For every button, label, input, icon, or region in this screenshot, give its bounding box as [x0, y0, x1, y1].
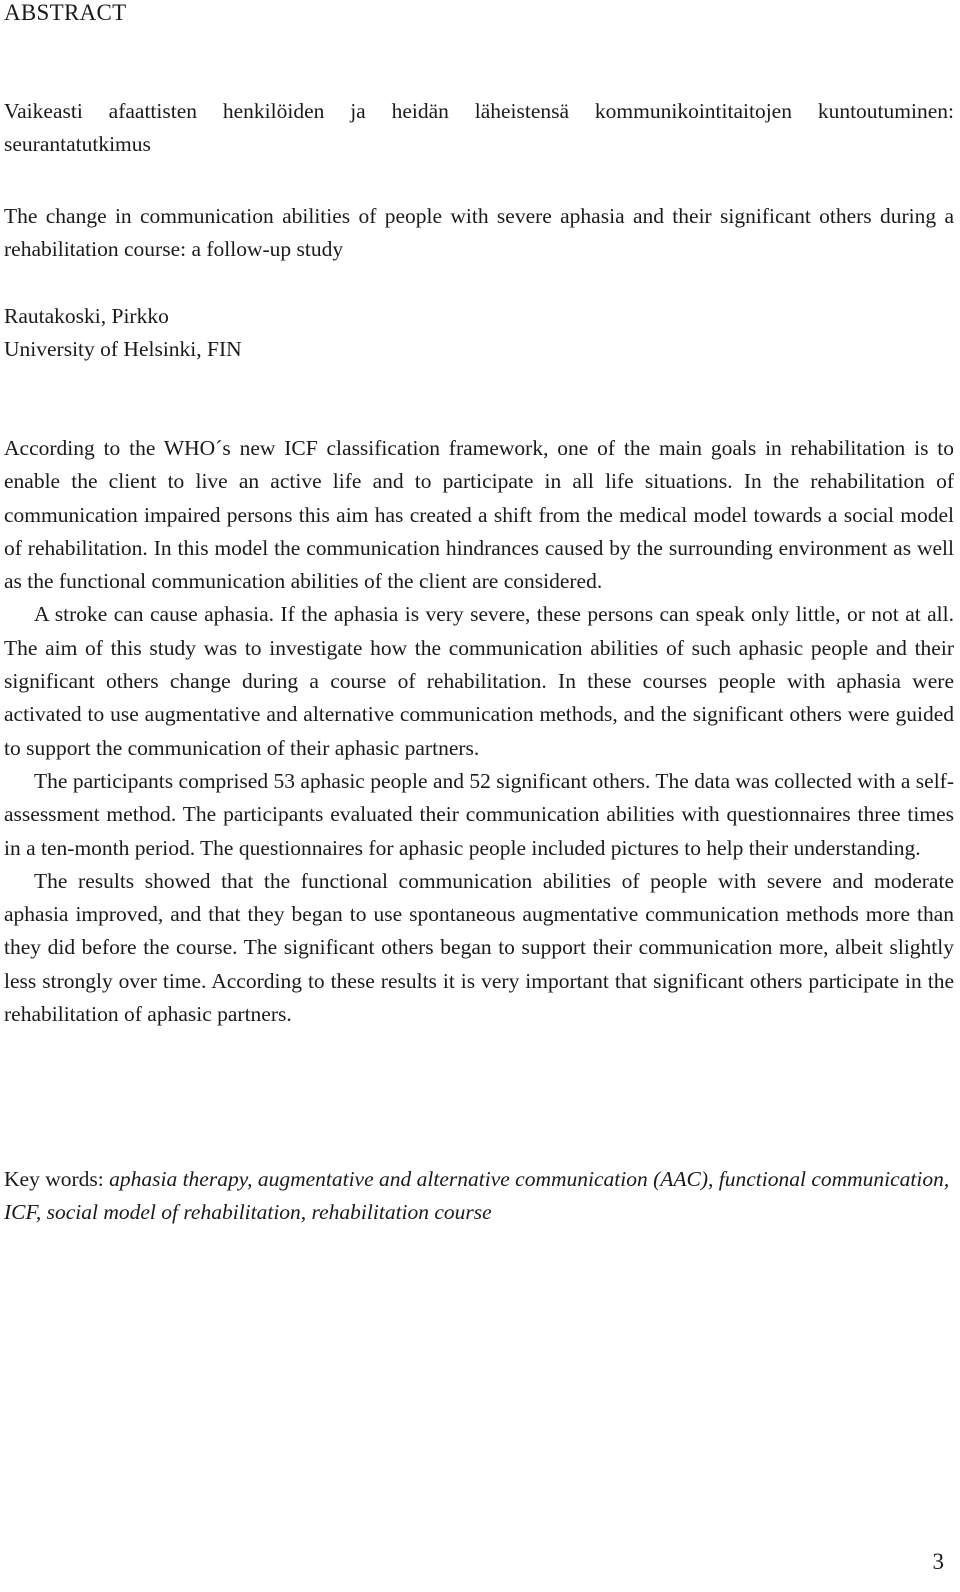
abstract-paragraph-3: The participants comprised 53 aphasic people and 52 significant others. The data was collected with a self-assessment method. The participants evaluated their communication abilities with questionnaires three times in a ten-month period. The questionnaires for aphasic people included pictures to help their understanding.	[4, 768, 954, 860]
english-title: The change in communication abilities of people with severe aphasia and their significant others during a rehabilitation course: a follow-up study	[4, 204, 954, 261]
keywords-list: aphasia therapy, augmentative and alternative communication (AAC), functional communication, ICF, social model of rehabilitation, rehabilitation course	[4, 1167, 950, 1225]
abstract-body	[4, 432, 954, 1031]
abstract-heading: ABSTRACT	[4, 0, 127, 25]
abstract-paragraph-2: A stroke can cause aphasia. If the aphasia is very severe, these persons can speak only little, or not at all. The aim of this study was to investigate how the communication abilities of such aphasic people and their significant others change during a course of rehabilitation. In these courses people with aphasia were activated to use augmentative and alternative communication methods, and the significant others were guided to support the communication of their aphasic partners.	[4, 602, 954, 760]
finnish-title: Vaikeasti afaattisten henkilöiden ja heidän läheistensä kommunikointitaitojen kuntoutuminen: seurantatutkimus	[4, 99, 954, 156]
page-number: 3	[932, 1549, 944, 1574]
author-block	[4, 300, 242, 366]
keywords	[4, 1163, 954, 1230]
author-affiliation: University of Helsinki, FIN	[4, 337, 242, 361]
keywords-label: Key words:	[4, 1167, 104, 1191]
author-name: Rautakoski, Pirkko	[4, 304, 169, 328]
abstract-paragraph-4: The results showed that the functional communication abilities of people with severe and moderate aphasia improved, and that they began to use spontaneous augmentative communication methods more than they did before the course. The significant others began to support their communication more, albeit slightly less strongly over time. According to these results it is very important that significant others participate in the rehabilitation of aphasic partners.	[4, 868, 954, 1027]
abstract-paragraph-1: According to the WHO´s new ICF classification framework, one of the main goals in rehabilitation is to enable the client to live an active life and to participate in all life situations. In the rehabilitation of communication impaired persons this aim has created a shift from the medical model towards a social model of rehabilitation. In this model the communication hindrances caused by the surrounding environment as well as the functional communication abilities of the client are considered.	[4, 436, 954, 594]
